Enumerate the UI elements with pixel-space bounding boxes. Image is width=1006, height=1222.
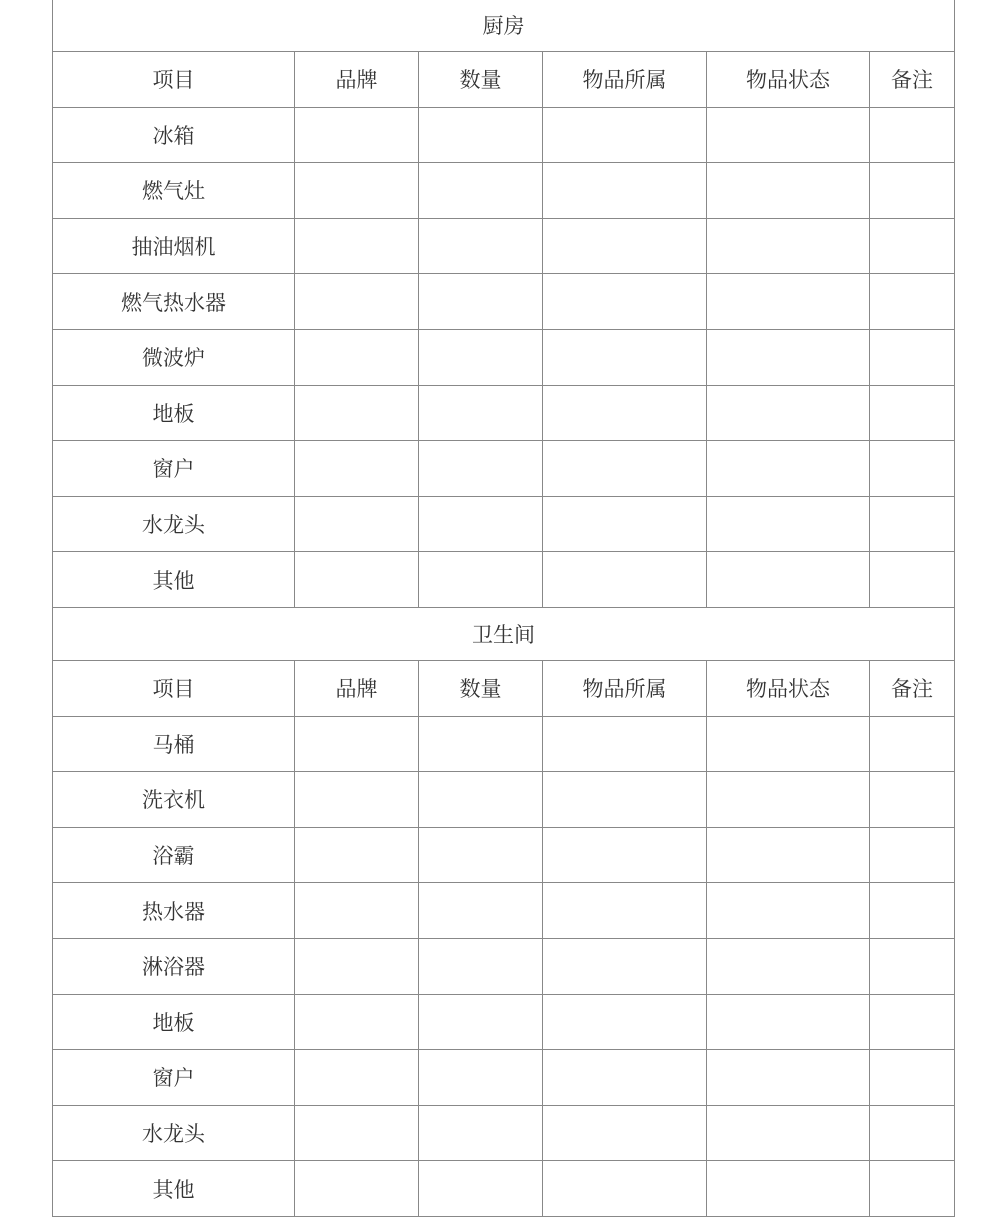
empty-cell[interactable] xyxy=(707,552,870,608)
section-title: 厨房 xyxy=(53,0,955,52)
item-name: 浴霸 xyxy=(53,827,295,883)
empty-cell[interactable] xyxy=(419,883,543,939)
empty-cell[interactable] xyxy=(707,441,870,497)
empty-cell[interactable] xyxy=(295,827,419,883)
empty-cell[interactable] xyxy=(707,1105,870,1161)
item-name: 其他 xyxy=(53,552,295,608)
empty-cell[interactable] xyxy=(870,218,955,274)
empty-cell[interactable] xyxy=(707,883,870,939)
column-header: 项目 xyxy=(53,52,295,108)
item-name: 地板 xyxy=(53,385,295,441)
empty-cell[interactable] xyxy=(543,772,707,828)
table-row xyxy=(53,772,955,828)
empty-cell[interactable] xyxy=(543,496,707,552)
empty-cell[interactable] xyxy=(543,938,707,994)
empty-cell[interactable] xyxy=(419,938,543,994)
empty-cell[interactable] xyxy=(295,1161,419,1217)
empty-cell[interactable] xyxy=(870,938,955,994)
table-row xyxy=(53,107,955,163)
empty-cell[interactable] xyxy=(870,994,955,1050)
table-row xyxy=(53,1161,955,1217)
item-name: 微波炉 xyxy=(53,329,295,385)
column-header: 品牌 xyxy=(295,660,419,716)
item-name: 淋浴器 xyxy=(53,938,295,994)
item-name: 冰箱 xyxy=(53,107,295,163)
empty-cell[interactable] xyxy=(295,772,419,828)
empty-cell[interactable] xyxy=(870,1161,955,1217)
empty-cell[interactable] xyxy=(543,994,707,1050)
item-name: 其他 xyxy=(53,1161,295,1217)
empty-cell[interactable] xyxy=(295,107,419,163)
item-name: 洗衣机 xyxy=(53,772,295,828)
empty-cell[interactable] xyxy=(295,385,419,441)
empty-cell[interactable] xyxy=(419,552,543,608)
empty-cell[interactable] xyxy=(707,1050,870,1106)
empty-cell[interactable] xyxy=(295,274,419,330)
item-name: 燃气热水器 xyxy=(53,274,295,330)
empty-cell[interactable] xyxy=(419,107,543,163)
empty-cell[interactable] xyxy=(870,827,955,883)
column-header: 物品状态 xyxy=(707,660,870,716)
empty-cell[interactable] xyxy=(295,163,419,219)
empty-cell[interactable] xyxy=(707,772,870,828)
empty-cell[interactable] xyxy=(295,1050,419,1106)
empty-cell[interactable] xyxy=(295,218,419,274)
item-name: 燃气灶 xyxy=(53,163,295,219)
empty-cell[interactable] xyxy=(419,163,543,219)
empty-cell[interactable] xyxy=(419,1105,543,1161)
item-name: 抽油烟机 xyxy=(53,218,295,274)
empty-cell[interactable] xyxy=(543,385,707,441)
empty-cell[interactable] xyxy=(295,496,419,552)
empty-cell[interactable] xyxy=(419,385,543,441)
empty-cell[interactable] xyxy=(707,496,870,552)
empty-cell[interactable] xyxy=(870,1105,955,1161)
empty-cell[interactable] xyxy=(543,274,707,330)
column-header: 备注 xyxy=(870,52,955,108)
empty-cell[interactable] xyxy=(870,883,955,939)
header-row xyxy=(53,52,955,108)
section-title-row xyxy=(53,0,955,52)
column-header: 备注 xyxy=(870,660,955,716)
empty-cell[interactable] xyxy=(419,1161,543,1217)
empty-cell[interactable] xyxy=(543,1050,707,1106)
empty-cell[interactable] xyxy=(707,385,870,441)
item-name: 马桶 xyxy=(53,716,295,772)
empty-cell[interactable] xyxy=(707,1161,870,1217)
empty-cell[interactable] xyxy=(870,329,955,385)
table-row xyxy=(53,1105,955,1161)
table-row xyxy=(53,385,955,441)
empty-cell[interactable] xyxy=(295,883,419,939)
table-row xyxy=(53,938,955,994)
empty-cell[interactable] xyxy=(543,552,707,608)
empty-cell[interactable] xyxy=(543,107,707,163)
table-row xyxy=(53,496,955,552)
empty-cell[interactable] xyxy=(707,218,870,274)
column-header: 数量 xyxy=(419,52,543,108)
header-row xyxy=(53,660,955,716)
empty-cell[interactable] xyxy=(419,772,543,828)
empty-cell[interactable] xyxy=(707,107,870,163)
table-row xyxy=(53,218,955,274)
empty-cell[interactable] xyxy=(295,441,419,497)
empty-cell[interactable] xyxy=(870,274,955,330)
inventory-table xyxy=(52,0,955,1217)
empty-cell[interactable] xyxy=(543,716,707,772)
empty-cell[interactable] xyxy=(870,107,955,163)
item-name: 窗户 xyxy=(53,441,295,497)
empty-cell[interactable] xyxy=(419,274,543,330)
empty-cell[interactable] xyxy=(543,163,707,219)
empty-cell[interactable] xyxy=(419,496,543,552)
empty-cell[interactable] xyxy=(295,716,419,772)
section-title-row xyxy=(53,607,955,660)
table-row xyxy=(53,274,955,330)
empty-cell[interactable] xyxy=(543,441,707,497)
empty-cell[interactable] xyxy=(870,552,955,608)
empty-cell[interactable] xyxy=(707,716,870,772)
item-name: 水龙头 xyxy=(53,496,295,552)
empty-cell[interactable] xyxy=(295,1105,419,1161)
table-row xyxy=(53,552,955,608)
empty-cell[interactable] xyxy=(707,938,870,994)
table-row xyxy=(53,883,955,939)
table-row xyxy=(53,329,955,385)
empty-cell[interactable] xyxy=(707,994,870,1050)
empty-cell[interactable] xyxy=(543,827,707,883)
item-name: 窗户 xyxy=(53,1050,295,1106)
empty-cell[interactable] xyxy=(295,994,419,1050)
empty-cell[interactable] xyxy=(870,441,955,497)
item-name: 水龙头 xyxy=(53,1105,295,1161)
column-header: 数量 xyxy=(419,660,543,716)
item-name: 地板 xyxy=(53,994,295,1050)
table-row xyxy=(53,827,955,883)
empty-cell[interactable] xyxy=(707,827,870,883)
empty-cell[interactable] xyxy=(295,938,419,994)
section-title: 卫生间 xyxy=(53,607,955,660)
empty-cell[interactable] xyxy=(707,274,870,330)
empty-cell[interactable] xyxy=(707,163,870,219)
empty-cell[interactable] xyxy=(707,329,870,385)
empty-cell[interactable] xyxy=(543,218,707,274)
empty-cell[interactable] xyxy=(295,329,419,385)
empty-cell[interactable] xyxy=(870,385,955,441)
empty-cell[interactable] xyxy=(543,1161,707,1217)
empty-cell[interactable] xyxy=(543,883,707,939)
column-header: 项目 xyxy=(53,660,295,716)
table-row xyxy=(53,716,955,772)
empty-cell[interactable] xyxy=(543,1105,707,1161)
empty-cell[interactable] xyxy=(419,994,543,1050)
column-header: 品牌 xyxy=(295,52,419,108)
empty-cell[interactable] xyxy=(419,1050,543,1106)
empty-cell[interactable] xyxy=(295,552,419,608)
empty-cell[interactable] xyxy=(870,716,955,772)
empty-cell[interactable] xyxy=(870,496,955,552)
empty-cell[interactable] xyxy=(419,716,543,772)
column-header: 物品所属 xyxy=(543,660,707,716)
empty-cell[interactable] xyxy=(870,163,955,219)
table-row xyxy=(53,1050,955,1106)
column-header: 物品状态 xyxy=(707,52,870,108)
empty-cell[interactable] xyxy=(870,772,955,828)
empty-cell[interactable] xyxy=(419,827,543,883)
table-row xyxy=(53,441,955,497)
empty-cell[interactable] xyxy=(419,441,543,497)
column-header: 物品所属 xyxy=(543,52,707,108)
empty-cell[interactable] xyxy=(543,329,707,385)
empty-cell[interactable] xyxy=(419,218,543,274)
item-name: 热水器 xyxy=(53,883,295,939)
table-row xyxy=(53,994,955,1050)
empty-cell[interactable] xyxy=(870,1050,955,1106)
table-row xyxy=(53,163,955,219)
empty-cell[interactable] xyxy=(419,329,543,385)
